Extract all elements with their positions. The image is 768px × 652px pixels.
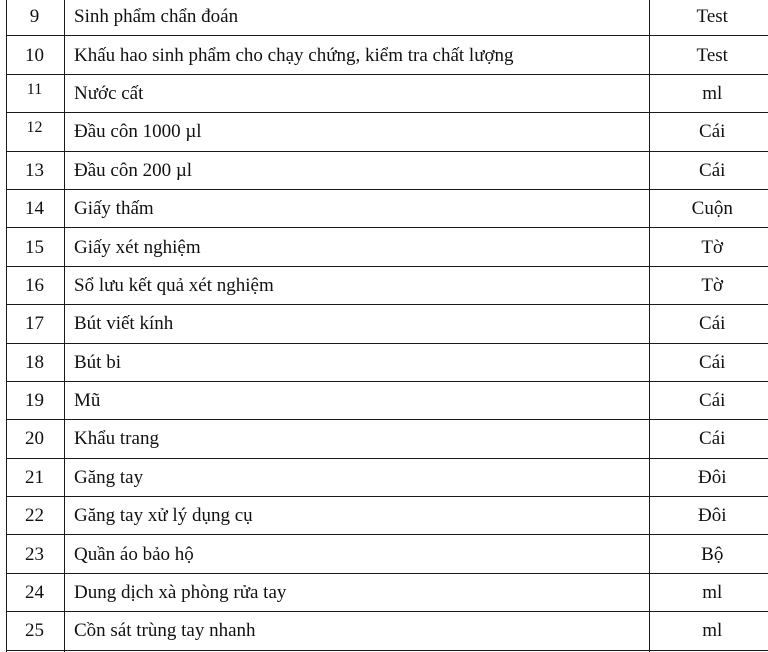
item-unit: Cuộn [691,198,733,220]
row-number: 25 [25,620,44,642]
item-name-cell [65,0,650,36]
unit-cell [650,497,768,535]
item-unit: ml [702,82,723,104]
row-number: 13 [25,159,44,181]
unit-cell [650,305,768,343]
table-row [7,458,768,496]
unit-cell [650,612,768,650]
row-number-cell [7,189,65,227]
table-row [7,535,768,573]
item-name: Sổ lưu kết quả xét nghiệm [74,274,274,296]
row-number: 10 [25,44,44,66]
row-number-cell [7,74,65,112]
table-row [7,36,768,74]
row-number-cell [7,497,65,535]
row-number: 24 [25,582,44,604]
row-number: 19 [25,390,44,412]
table-row [7,151,768,189]
unit-cell [650,458,768,496]
item-name: Sinh phẩm chẩn đoán [74,6,239,28]
table-row [7,228,768,266]
item-name: Bút viết kính [74,313,174,335]
table-row [7,74,768,112]
unit-cell [650,420,768,458]
item-name-cell [65,36,650,74]
item-name-cell [65,381,650,419]
table-row [7,343,768,381]
item-name-cell [65,497,650,535]
row-number: 9 [29,6,40,28]
item-unit: Tờ [701,236,724,258]
item-name-cell [65,343,650,381]
row-number-cell [7,612,65,650]
table-row [7,0,768,36]
row-number: 22 [25,505,44,527]
row-number: 21 [25,466,44,488]
item-name-cell [65,151,650,189]
table-row [7,420,768,458]
unit-cell [650,74,768,112]
row-number: 20 [25,428,44,450]
table-row [7,189,768,227]
item-name-cell [65,305,650,343]
unit-cell [650,343,768,381]
row-number: 14 [25,198,44,220]
row-number: 23 [25,543,44,565]
unit-cell [650,535,768,573]
item-name: Đầu côn 1000 µl [74,121,202,143]
row-number-cell [7,458,65,496]
item-name-cell [65,266,650,304]
row-number-cell [7,343,65,381]
item-name: Dung dịch xà phòng rửa tay [74,582,287,604]
item-name: Khấu hao sinh phẩm cho chạy chứng, kiểm tra chất lượng [74,44,514,66]
row-number: 18 [25,351,44,373]
row-number-cell [7,36,65,74]
item-unit: Cái [699,159,726,181]
item-unit: ml [702,582,723,604]
unit-cell [650,266,768,304]
unit-cell [650,573,768,611]
item-unit: Cái [699,121,726,143]
table-row [7,113,768,151]
item-name-cell [65,113,650,151]
unit-cell [650,381,768,419]
item-name-cell [65,420,650,458]
item-unit: Tờ [701,274,724,296]
item-unit: Test [696,44,728,66]
table-row [7,266,768,304]
item-unit: Đôi [698,466,727,488]
item-name-cell [65,535,650,573]
row-number: 12 [26,119,43,137]
item-unit: Cái [699,351,726,373]
unit-cell [650,151,768,189]
item-name-cell [65,458,650,496]
item-unit: ml [702,620,723,642]
item-name: Bút bi [74,351,121,373]
table-row [7,497,768,535]
row-number-cell [7,113,65,151]
row-number-cell [7,381,65,419]
unit-cell [650,189,768,227]
item-name: Giấy thấm [74,198,154,220]
supplies-table-body [7,0,768,652]
row-number-cell [7,266,65,304]
item-name: Quần áo bảo hộ [74,543,194,565]
item-unit: Cái [699,313,726,335]
row-number-cell [7,573,65,611]
item-name-cell [65,74,650,112]
item-name: Đầu côn 200 µl [74,159,193,181]
item-name: Giấy xét nghiệm [74,236,201,258]
row-number-cell [7,0,65,36]
item-name: Mũ [74,390,101,412]
unit-cell [650,113,768,151]
supplies-table [6,0,768,652]
table-row [7,305,768,343]
item-name: Găng tay xử lý dụng cụ [74,505,253,527]
item-unit: Cái [699,428,726,450]
item-name: Khẩu trang [74,428,159,450]
row-number-cell [7,535,65,573]
item-name: Nước cất [74,82,144,104]
table-row [7,612,768,650]
item-name: Găng tay [74,466,144,488]
item-name-cell [65,189,650,227]
row-number-cell [7,305,65,343]
item-unit: Đôi [698,505,727,527]
item-name-cell [65,612,650,650]
row-number: 16 [25,274,44,296]
unit-cell [650,0,768,36]
table-row [7,573,768,611]
item-unit: Bộ [701,543,724,565]
item-unit: Cái [699,390,726,412]
unit-cell [650,36,768,74]
row-number-cell [7,228,65,266]
table-row [7,381,768,419]
row-number: 17 [25,313,44,335]
row-number-cell [7,151,65,189]
unit-cell [650,228,768,266]
item-unit: Test [696,6,728,28]
row-number-cell [7,420,65,458]
row-number: 15 [25,236,44,258]
item-name-cell [65,228,650,266]
row-number: 11 [26,80,43,98]
item-name: Cồn sát trùng tay nhanh [74,620,256,642]
item-name-cell [65,573,650,611]
